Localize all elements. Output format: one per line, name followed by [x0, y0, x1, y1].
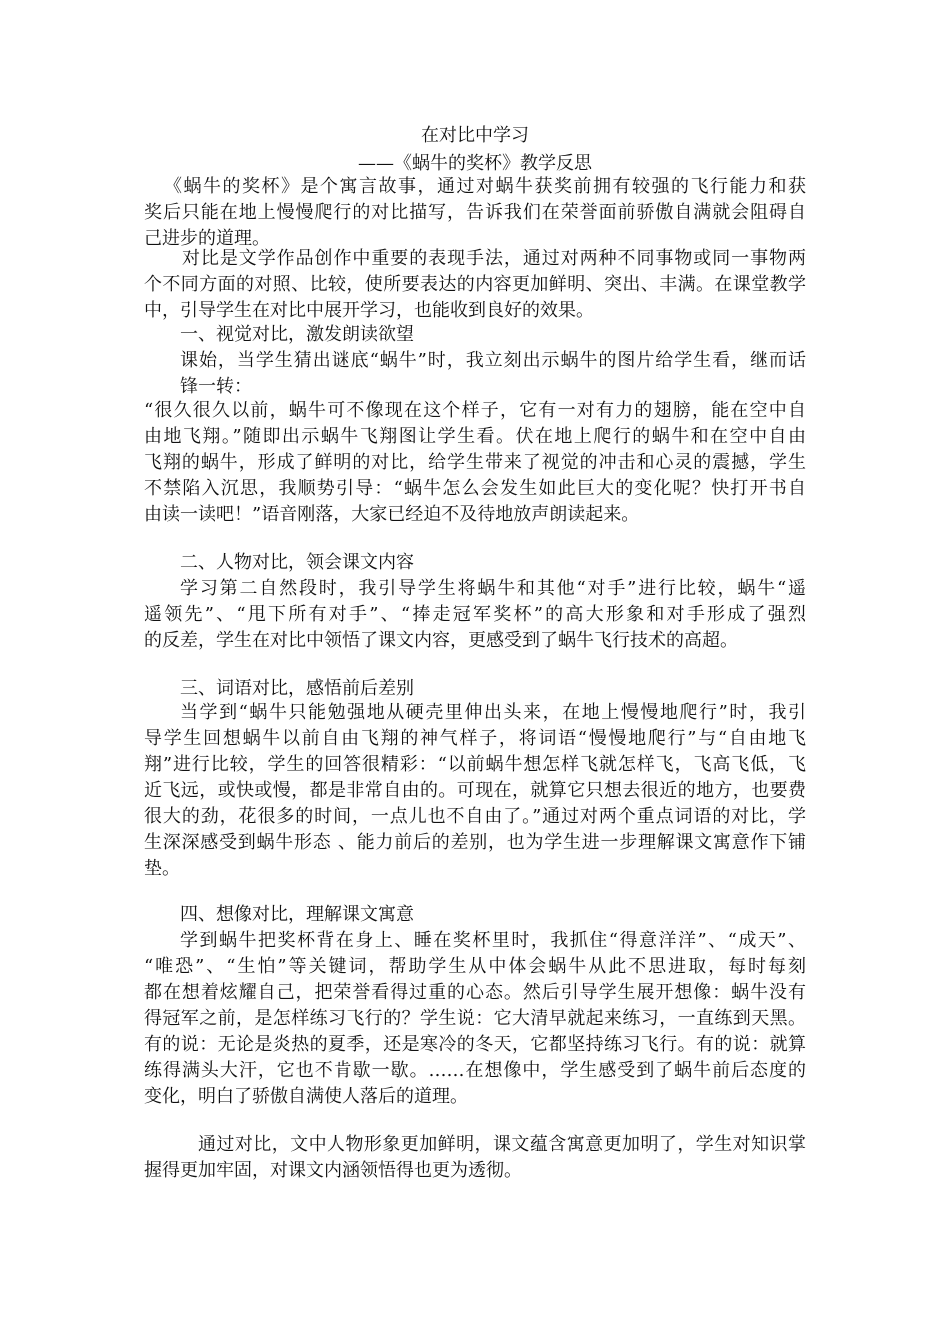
- paragraph-line: 得冠军之前，是怎样练习飞行的？学生说：它大清早就起来练习，一直练到天黑。: [144, 1008, 806, 1029]
- paragraph-line: 个不同方面的对照、比较，使所要表达的内容更加鲜明、突出、丰满。在课堂教学: [144, 274, 806, 295]
- paragraph-line: 中，引导学生在对比中展开学习，也能收到良好的效果。: [144, 300, 594, 321]
- paragraph-line: 己进步的道理。: [144, 228, 270, 249]
- paragraph-line: 握得更加牢固，对课文内涵领悟得也更为透彻。: [144, 1160, 522, 1181]
- paragraph-line: 当学到“蜗牛只能勉强地从硬壳里伸出头来，在地上慢慢地爬行”时，我引: [180, 702, 806, 723]
- paragraph-line: 课始，当学生猜出谜底“蜗牛”时，我立刻出示蜗牛的图片给学生看，继而话: [180, 350, 806, 371]
- paragraph-line: 很大的劲，花很多的时间，一点儿也不自由了。”通过对两个重点词语的对比，学: [144, 806, 806, 827]
- section-heading: 四、想像对比，理解课文寓意: [180, 904, 414, 925]
- section-heading: 二、人物对比，领会课文内容: [180, 552, 414, 573]
- paragraph-line: 学到蜗牛把奖杯背在身上、睡在奖杯里时，我抓住“得意洋洋”、“成天”、: [180, 930, 806, 951]
- paragraph-line: 近飞远，或快或慢，都是非常自由的。可现在，就算它只想去很近的地方，也要费: [144, 780, 806, 801]
- paragraph-line: 由地飞翔。”随即出示蜗牛飞翔图让学生看。伏在地上爬行的蜗牛和在空中自由: [144, 426, 806, 447]
- paragraph-line: 的反差，学生在对比中领悟了课文内容，更感受到了蜗牛飞行技术的高超。: [144, 630, 738, 651]
- paragraph-line: 垫。: [144, 858, 180, 879]
- paragraph-line: 通过对比，文中人物形象更加鲜明，课文蕴含寓意更加明了，学生对知识掌: [198, 1134, 806, 1155]
- paragraph-line: “很久很久以前，蜗牛可不像现在这个样子，它有一对有力的翅膀，能在空中自: [144, 400, 806, 421]
- paragraph-line: 练得满头大汗，它也不肯歇一歇。……在想像中，学生感受到了蜗牛前后态度的: [144, 1060, 806, 1081]
- paragraph-line: 学习第二自然段时，我引导学生将蜗牛和其他“对手”进行比较，蜗牛“遥: [180, 578, 806, 599]
- paragraph-line: 都在想着炫耀自己，把荣誉看得过重的心态。然后引导学生展开想像：蜗牛没有: [144, 982, 806, 1003]
- paragraph-line: 翔”进行比较，学生的回答很精彩：“以前蜗牛想怎样飞就怎样飞，飞高飞低，飞: [144, 754, 806, 775]
- paragraph-line: 导学生回想蜗牛以前自由飞翔的神气样子，将词语“慢慢地爬行”与“自由地飞: [144, 728, 806, 749]
- section-heading: 三、词语对比，感悟前后差别: [180, 678, 414, 699]
- document-subtitle: ——《蜗牛的奖杯》教学反思: [358, 153, 592, 174]
- paragraph-line: 变化，明白了骄傲自满使人落后的道理。: [144, 1086, 468, 1107]
- paragraph-line: 生深深感受到蜗牛形态 、能力前后的差别，也为学生进一步理解课文寓意作下铺: [144, 832, 806, 853]
- paragraph-line: 对比是文学作品创作中重要的表现手法，通过对两种不同事物或同一事物两: [182, 248, 806, 269]
- paragraph-line: 《蜗牛的奖杯》是个寓言故事，通过对蜗牛获奖前拥有较强的飞行能力和获: [164, 176, 806, 197]
- section-heading: 一、视觉对比，激发朗读欲望: [180, 324, 414, 345]
- paragraph-line: 飞翔的蜗牛，形成了鲜明的对比，给学生带来了视觉的冲击和心灵的震撼，学生: [144, 452, 806, 473]
- paragraph-line: 由读一读吧！”语音刚落，大家已经迫不及待地放声朗读起来。: [144, 504, 640, 525]
- paragraph-line: 不禁陷入沉思，我顺势引导：“蜗牛怎么会发生如此巨大的变化呢？快打开书自: [144, 478, 806, 499]
- paragraph-line: 遥领先”、“甩下所有对手”、“捧走冠军奖杯”的高大形象和对手形成了强烈: [144, 604, 806, 625]
- paragraph-line: 有的说：无论是炎热的夏季，还是寒冷的冬天，它都坚持练习飞行。有的说：就算: [144, 1034, 806, 1055]
- paragraph-line: “唯恐”、“生怕”等关键词，帮助学生从中体会蜗牛从此不思进取，每时每刻: [144, 956, 806, 977]
- paragraph-line: 锋一转：: [180, 376, 252, 397]
- paragraph-line: 奖后只能在地上慢慢爬行的对比描写，告诉我们在荣誉面前骄傲自满就会阻碍自: [144, 202, 806, 223]
- document-title: 在对比中学习: [421, 125, 529, 146]
